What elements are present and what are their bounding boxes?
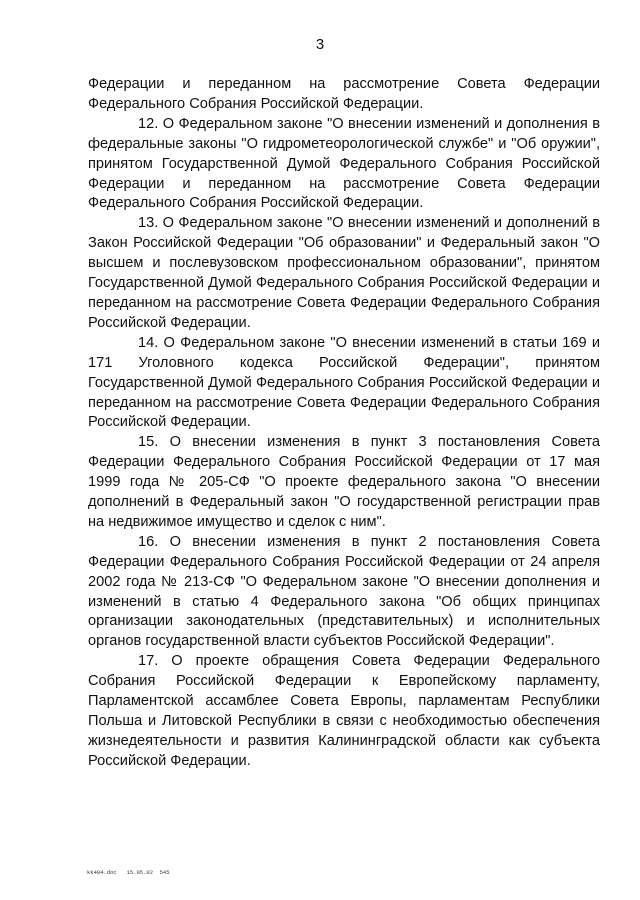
agenda-item-12: 12. О Федеральном законе "О внесении изменений и дополнения в федеральные законы "О гидрометеорологической службе" и "Об оружии", принятом Государственной Думой Федерального Собрания Российской Федерации и переданном на рассмотрение Совета Федерации Федерального Собрания Российской Федерации.: [88, 115, 600, 212]
agenda-item-16: 16. О внесении изменения в пункт 2 постановления Совета Федерации Федерального Собрания Российской Федерации от 24 апреля 2002 года № 213-СФ "О Федеральном законе "О внесении дополнения и изменений в статью 4 Федерального закона "Об общих принципах организации законодательных (представительных) и исполнительных органов государственной власти субъектов Российской Федерации".: [88, 533, 600, 650]
agenda-item-17: 17. О проекте обращения Совета Федерации Федерального Собрания Российской Федерации к Европейскому парламенту, Парламентской ассамблее Совета Европы, парламентам Республики Польша и Литовской Республики в связи с необходимостью обеспечения жизнедеятельности и развития Калининградской области как субъекта Российской Федерации.: [88, 653, 600, 769]
document-body: [88, 75, 600, 772]
page-number: 3: [315, 36, 325, 53]
agenda-item-13: 13. О Федеральном законе "О внесении изменений и дополнений в Закон Российской Федерации "Об образовании" и Федеральный закон "О высшем и послевузовском профессиональном образовании", принятом Государственной Думой Федерального Собрания Российской Федерации и переданном на рассмотрение Совета Федерации Федерального Собрания Российской Федерации.: [88, 215, 600, 331]
agenda-item-15: 15. О внесении изменения в пункт 3 постановления Совета Федерации Федерального Собрания Российской Федерации от 17 мая 1999 года № 205-СФ "О проекте федерального закона "О внесении дополнений в Федеральный закон "О государственной регистрации прав на недвижимое имущество и сделок с ним".: [88, 434, 600, 530]
paragraph-continuation: Федерации и переданном на рассмотрение Совета Федерации Федерального Собрания Российской Федерации.: [88, 76, 600, 112]
agenda-item-14: 14. О Федеральном законе "О внесении изменений в статьи 169 и 171 Уголовного кодекса Российской Федерации", принятом Государственной Думой Федерального Собрания Российской Федерации и переданном на рассмотрение Совета Федерации Федерального Собрания Российской Федерации.: [88, 334, 600, 431]
document-footer-code: kk494.doc 15.05.02 545: [87, 869, 170, 876]
